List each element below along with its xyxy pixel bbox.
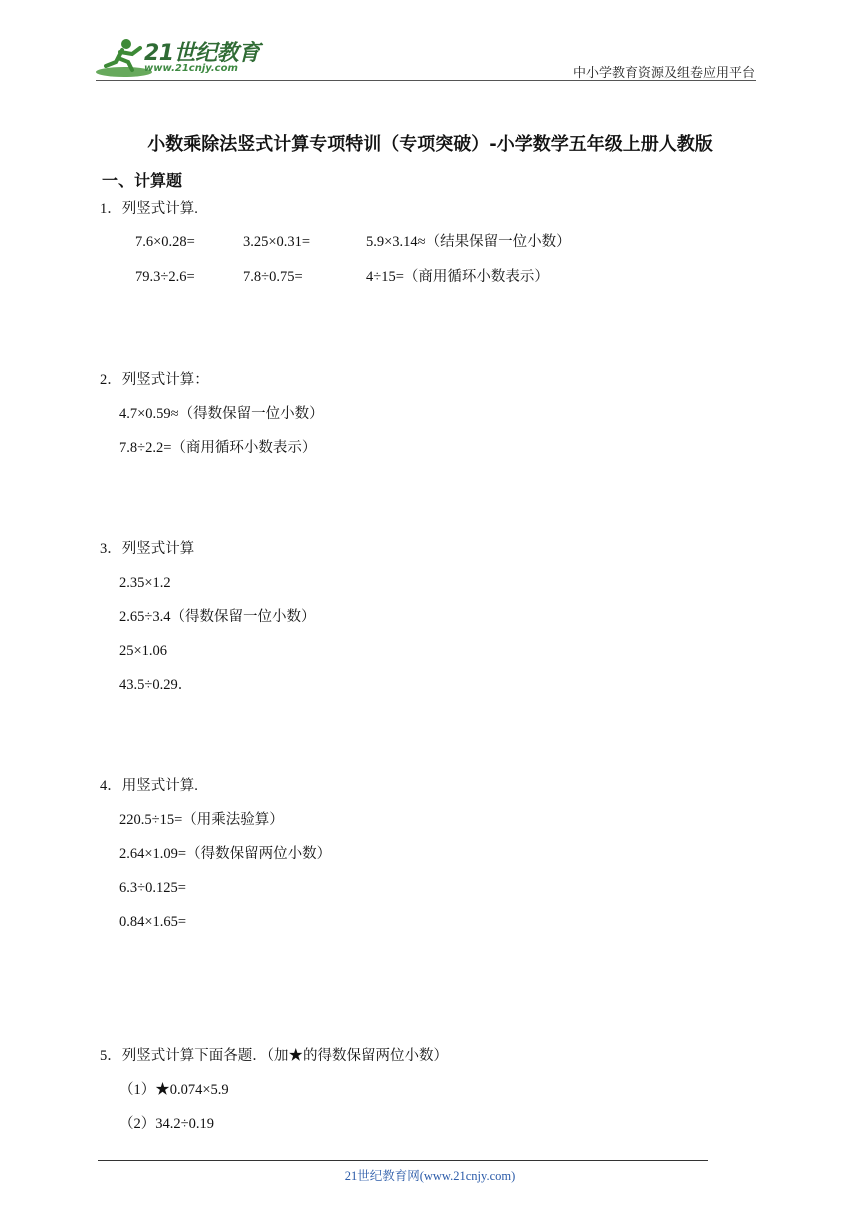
q1-item: 7.6×0.28= xyxy=(135,234,195,250)
document-title: 小数乘除法竖式计算专项特训（专项突破）-小学数学五年级上册人教版 xyxy=(147,134,713,155)
q1-item: 4÷15=（商用循环小数表示） xyxy=(366,269,549,285)
q4-item: 220.5÷15=（用乘法验算） xyxy=(119,812,284,828)
q2-item: 4.7×0.59≈（得数保留一位小数） xyxy=(119,406,324,422)
question-number: 4． xyxy=(100,778,122,794)
q1-item: 79.3÷2.6= xyxy=(135,269,195,285)
q1-item: 5.9×3.14≈（结果保留一位小数） xyxy=(366,234,571,250)
footer-link[interactable]: 21世纪教育网(www.21cnjy.com) xyxy=(344,1169,516,1183)
q4-item: 2.64×1.09=（得数保留两位小数） xyxy=(119,846,332,862)
q4-item: 6.3÷0.125= xyxy=(119,880,186,896)
header-divider xyxy=(96,80,756,81)
question-number: 1． xyxy=(100,201,122,217)
section-heading: 一、计算题 xyxy=(102,171,183,190)
question-prompt: 列竖式计算 xyxy=(121,541,195,557)
question-2-header xyxy=(100,371,209,389)
question-number: 5． xyxy=(100,1048,122,1064)
q1-item: 7.8÷0.75= xyxy=(243,269,303,285)
footer-divider xyxy=(98,1160,708,1161)
header-platform-text: 中小学教育资源及组卷应用平台 xyxy=(572,65,755,80)
q5-item: （2）34.2÷0.19 xyxy=(119,1116,214,1132)
brand-name: 21世纪教育 xyxy=(144,41,260,66)
question-3-header xyxy=(100,540,194,558)
brand-url: www.21cnjy.com xyxy=(144,63,238,74)
q3-item: 2.65÷3.4（得数保留一位小数） xyxy=(119,609,316,625)
q5-item: （1）★0.074×5.9 xyxy=(119,1082,229,1098)
question-1-header xyxy=(100,200,198,218)
question-5-header xyxy=(100,1047,448,1065)
question-prompt: 用竖式计算. xyxy=(121,778,198,794)
question-prompt: 列竖式计算下面各题．（加★的得数保留两位小数） xyxy=(121,1048,448,1064)
question-number: 2． xyxy=(100,372,122,388)
q3-item: 2.35×1.2 xyxy=(119,575,171,591)
question-prompt: 列竖式计算： xyxy=(121,372,209,388)
q3-item: 43.5÷0.29． xyxy=(119,677,193,693)
q1-item: 3.25×0.31= xyxy=(243,234,311,250)
question-4-header xyxy=(100,777,198,795)
question-number: 3． xyxy=(100,541,122,557)
question-prompt: 列竖式计算. xyxy=(121,201,198,217)
q4-item: 0.84×1.65= xyxy=(119,914,187,930)
q2-item: 7.8÷2.2=（商用循环小数表示） xyxy=(119,440,317,456)
q3-item: 25×1.06 xyxy=(119,643,168,659)
